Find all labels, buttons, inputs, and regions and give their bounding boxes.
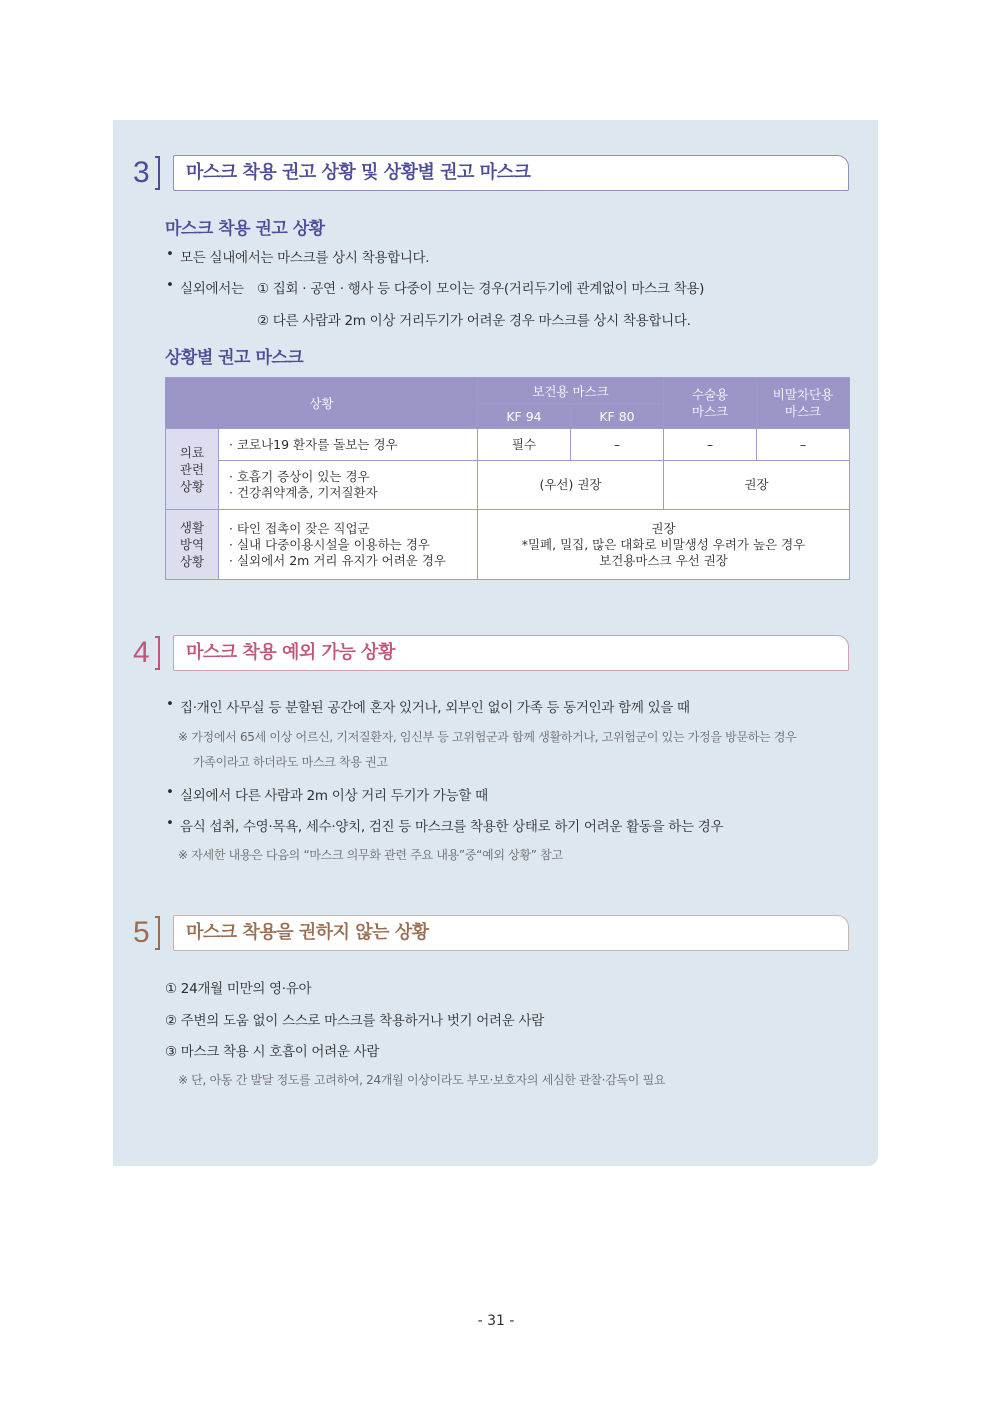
not-recommended-note: ※ 단, 아동 간 발달 정도를 고려하여, 24개월 이상이라도 부모·보호자의 세심한 관찰·감독이 필요 <box>178 1073 666 1087</box>
medical-row-2-situation: · 호흡기 증상이 있는 경우 · 건강취약계층, 기저질환자 <box>219 461 478 510</box>
section-bracket <box>155 916 160 950</box>
group-life: 생활 방역 상황 <box>166 510 219 580</box>
medical-row-1-kf94: 필수 <box>478 429 571 461</box>
exception-line-2: • 실외에서 다른 사람과 2m 이상 거리 두기가 가능할 때 <box>180 784 488 804</box>
not-recommended-item-1: ① 24개월 미만의 영·유아 <box>165 981 312 997</box>
medical-row-2-health: (우선) 권장 <box>478 461 664 510</box>
mask-recommendation-table <box>165 377 850 580</box>
group-medical: 의료 관련 상황 <box>166 429 219 510</box>
section-title: 마스크 착용 예외 가능 상황 <box>186 642 395 663</box>
recommend-line-2-prefix: • 실외에서는 <box>180 277 244 297</box>
section-title: 마스크 착용 권고 상황 및 상황별 권고 마스크 <box>186 162 531 183</box>
exception-note-1b: 가족이라고 하더라도 마스크 착용 권고 <box>193 755 388 769</box>
header-kf80: KF 80 <box>571 404 664 429</box>
header-situation: 상황 <box>166 378 478 429</box>
not-recommended-item-2: ② 주변의 도움 없이 스스로 마스크를 착용하거나 벗기 어려운 사람 <box>165 1013 544 1029</box>
section-bracket <box>155 156 160 190</box>
life-situation: · 타인 접촉이 잦은 직업군 · 실내 다중이용시설을 이용하는 경우 · 실외에서 2m 거리 유지가 어려운 경우 <box>219 510 478 580</box>
exception-note-2: ※ 자세한 내용은 다음의 “마스크 의무화 관련 주요 내용”중“예외 상황” 참고 <box>178 848 563 862</box>
section-number: 5 <box>133 916 150 949</box>
header-splash-mask: 비말차단용 마스크 <box>757 378 850 429</box>
not-recommended-item-3: ③ 마스크 착용 시 호흡이 어려운 사람 <box>165 1044 380 1060</box>
section-number: 3 <box>133 156 150 189</box>
page-number: - 31 - <box>477 1313 515 1329</box>
subheading-by-situation: 상황별 권고 마스크 <box>165 348 304 368</box>
life-recommendation: 권장 *밀폐, 밀집, 많은 대화로 비말생성 우려가 높은 경우 보건용마스크 우선 권장 <box>478 510 850 580</box>
section-number: 4 <box>133 636 150 669</box>
header-kf94: KF 94 <box>478 404 571 429</box>
exception-line-3: • 음식 섭취, 수영·목욕, 세수·양치, 검진 등 마스크를 착용한 상태로 하기 어려운 활동을 하는 경우 <box>180 815 723 835</box>
section-bracket <box>155 636 160 670</box>
medical-row-1-surgical: – <box>664 429 757 461</box>
section-title: 마스크 착용을 권하지 않는 상황 <box>186 922 429 943</box>
medical-row-1-splash: – <box>757 429 850 461</box>
section-5-header <box>133 914 849 952</box>
section-3-header <box>133 154 849 192</box>
recommend-line-2-item: ① 집회 · 공연 · 행사 등 다중이 모이는 경우(거리두기에 관계없이 마스크 착용) <box>257 281 705 297</box>
medical-row-1-situation: · 코로나19 환자를 돌보는 경우 <box>219 429 478 461</box>
header-surgical-mask: 수술용 마스크 <box>664 378 757 429</box>
medical-row-1-kf80: – <box>571 429 664 461</box>
header-health-mask: 보건용 마스크 <box>478 378 664 404</box>
exception-note-1a: ※ 가정에서 65세 이상 어르신, 기저질환자, 임신부 등 고위험군과 함께 생활하거나, 고위험군이 있는 가정을 방문하는 경우 <box>178 730 797 744</box>
medical-row-2-other: 권장 <box>664 461 850 510</box>
section-4-header <box>133 634 849 672</box>
recommend-line-1: • 모든 실내에서는 마스크를 상시 착용합니다. <box>180 246 429 266</box>
subheading-recommend: 마스크 착용 권고 상황 <box>165 219 325 239</box>
recommend-line-3-item: ② 다른 사람과 2m 이상 거리두기가 어려운 경우 마스크를 상시 착용합니다. <box>257 313 691 329</box>
exception-line-1: • 집·개인 사무실 등 분할된 공간에 혼자 있거나, 외부인 없이 가족 등 동거인과 함께 있을 때 <box>180 696 690 716</box>
